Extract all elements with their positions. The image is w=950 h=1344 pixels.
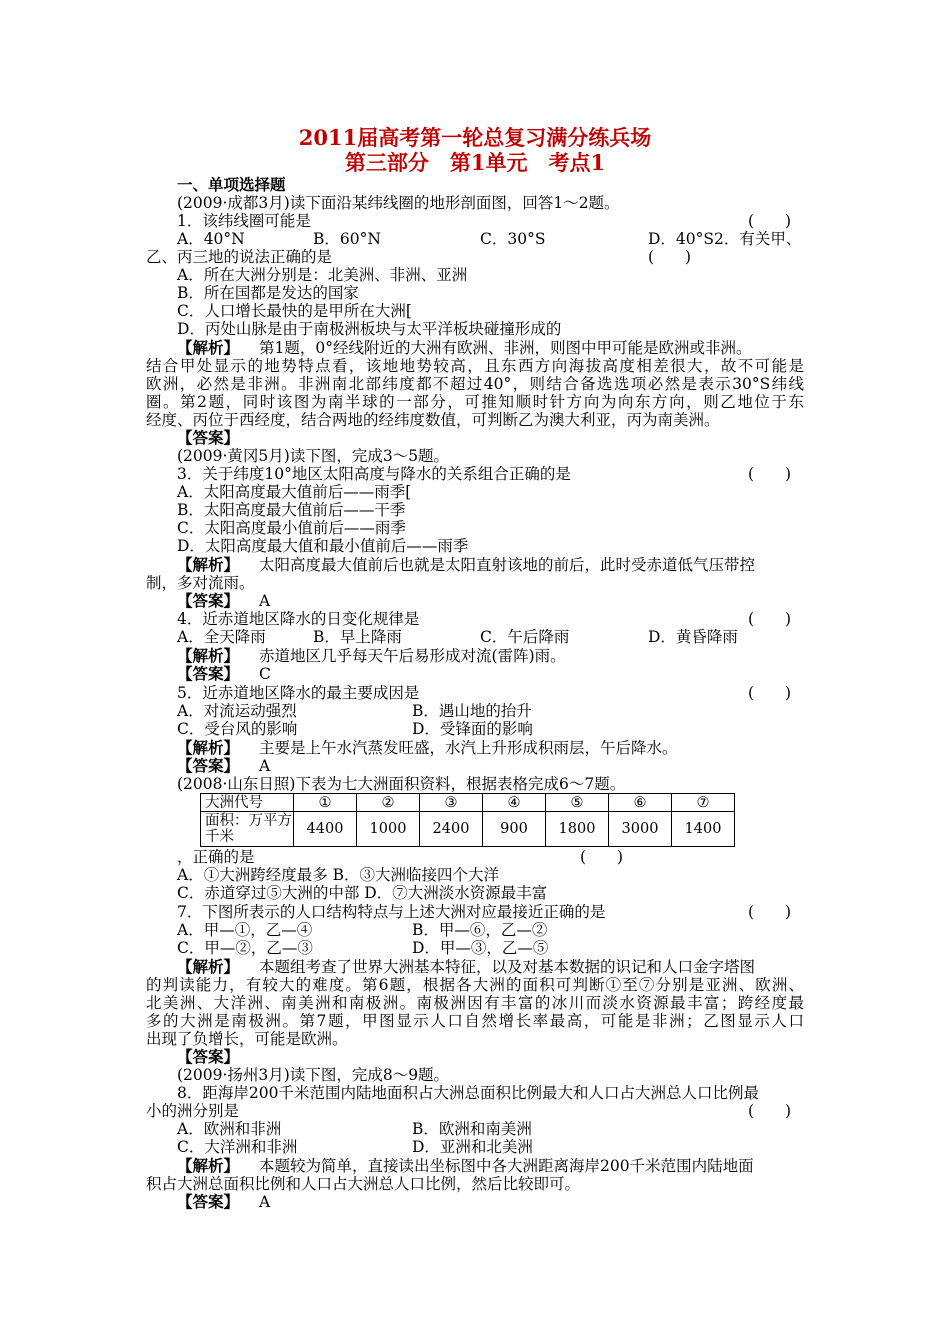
q6-paren: ( )	[580, 848, 624, 866]
table-code-cell: ①	[294, 794, 357, 812]
q3-option-b: B．太阳高度最大值前后——干季	[177, 501, 406, 519]
intro-q1-2: (2009·成都3月)读下面沿某纬线圈的地形剖面图，回答1～2题。	[177, 194, 620, 212]
table-area-cell: 1000	[357, 812, 420, 847]
q4-option-b: B．早上降雨	[313, 628, 402, 646]
title-line-2: 第三部分 第1单元 考点1	[344, 150, 606, 175]
analysis-label: 【解析】	[177, 338, 240, 357]
q4-option-c: C．午后降雨	[480, 628, 570, 646]
answer-5: 【答案】 A	[177, 756, 271, 775]
analysis-6-line-5: 出现了负增长，可能是欧洲。	[146, 1030, 348, 1048]
q3-option-d: D．太阳高度最大值和最小值前后——雨季	[177, 537, 469, 555]
q1-option-d: D．40°S2．有关甲、	[648, 230, 802, 248]
q6-options-cd: C．赤道穿过⑤大洲的中部 D．⑦大洲淡水资源最丰富	[177, 884, 548, 902]
q4-paren: ( )	[748, 610, 792, 628]
q3-option-a: A．太阳高度最大值前后——雨季[	[177, 483, 412, 501]
q4-option-a: A．全天降雨	[177, 628, 266, 646]
table-area-cell: 4400	[294, 812, 357, 847]
q1-option-a: A．40°N	[177, 230, 245, 248]
analysis-6-line-1: 【解析】 本题组考查了世界大洲基本特征，以及对基本数据的识记和人口金字塔图	[177, 957, 756, 976]
table-code-cell: ③	[420, 794, 483, 812]
q1-option-c: C．30°S	[480, 230, 546, 248]
q2-option-a: A．所在大洲分别是：北美洲、非洲、亚洲	[177, 266, 468, 284]
continent-area-table	[200, 793, 735, 847]
table-area-cell: 900	[483, 812, 546, 847]
answer-4: 【答案】 C	[177, 664, 271, 683]
q1-stem: 1．该纬线圈可能是	[177, 212, 311, 230]
table-header-label: 大洲代号	[201, 794, 294, 812]
analysis-1-line-1: 【解析】 第1题，0°经线附近的大洲有欧洲、非洲，则图中甲可能是欧洲或非洲。	[177, 338, 752, 357]
analysis-6-line-2: 的判读能力，有较大的难度。第6题，根据各大洲的面积可判断①至⑦分别是亚洲、欧洲、	[146, 976, 804, 994]
analysis-4: 【解析】 赤道地区几乎每天午后易形成对流(雷阵)雨。	[177, 646, 566, 665]
table-code-cell: ⑥	[609, 794, 672, 812]
q4-option-d: D．黄昏降雨	[648, 628, 738, 646]
q8-stem-line-1: 8．距海岸200千米范围内陆地面积占大洲总面积比例最大和人口占大洲总人口比例最	[177, 1084, 759, 1102]
analysis-1-line-4: 圈。第2题，同时该图为南半球的一部分，可推知顺时针方向为向东方向，则乙地位于东	[146, 393, 804, 411]
analysis-1-line-2: 结合甲处显示的地势特点看，该地地势较高，且东西方向海拔高度相差很大，故不可能是	[146, 357, 804, 375]
section-heading: 一、单项选择题	[177, 175, 286, 194]
analysis-5: 【解析】 主要是上午水汽蒸发旺盛，水汽上升形成积雨层，午后降水。	[177, 738, 678, 757]
q1-option-b: B．60°N	[313, 230, 381, 248]
analysis-6-line-3: 北美洲、大洋洲、南美洲和南极洲。南极洲因有丰富的冰川而淡水资源最丰富；跨经度最	[146, 994, 804, 1012]
q7-option-d: D．甲—③，乙—⑤	[412, 939, 549, 957]
q8-stem-line-2: 小的洲分别是	[146, 1102, 240, 1120]
q7-paren: ( )	[748, 903, 792, 921]
q5-option-b: B．遇山地的抬升	[412, 702, 532, 720]
analysis-8-line-1: 【解析】 本题较为简单，直接读出坐标图中各大洲距离海岸200千米范围内陆地面	[177, 1156, 754, 1175]
analysis-8-line-2: 积占大洲总面积比例和人口占大洲总人口比例，然后比较即可。	[146, 1175, 581, 1193]
q2-paren: ( )	[648, 248, 692, 266]
q7-option-c: C．甲—②，乙—③	[177, 939, 313, 957]
table-code-cell: ②	[357, 794, 420, 812]
q3-option-c: C．太阳高度最小值前后——雨季	[177, 519, 406, 537]
table-area-cell: 3000	[609, 812, 672, 847]
q3-stem: 3．关于纬度10°地区太阳高度与降水的关系组合正确的是	[177, 465, 571, 483]
q2-option-d: D．丙处山脉是由于南极洲板块与太平洋板块碰撞形成的	[177, 320, 562, 338]
q8-option-c: C．大洋洲和非洲	[177, 1138, 298, 1156]
intro-q6-7: (2008·山东日照)下表为七大洲面积资料，根据表格完成6～7题。	[177, 775, 626, 793]
q1-paren: ( )	[748, 212, 792, 230]
q2-option-c: C．人口增长最快的是甲所在大洲[	[177, 302, 412, 320]
analysis-1-line-3: 欧洲，必然是非洲。非洲南北部纬度都不超过40°，则结合备选选项必然是表示30°S纬线	[146, 375, 804, 393]
table-area-cell: 1400	[672, 812, 735, 847]
q7-option-b: B．甲—⑥，乙—②	[412, 921, 548, 939]
q5-stem: 5．近赤道地区降水的最主要成因是	[177, 684, 420, 702]
q8-option-d: D．亚洲和北美洲	[412, 1138, 533, 1156]
q6-options-ab: A．①大洲跨经度最多 B．③大洲临接四个大洋	[177, 866, 500, 884]
q5-option-d: D．受锋面的影响	[412, 720, 533, 738]
table-area-cell: 1800	[546, 812, 609, 847]
analysis-3-line-1: 【解析】 太阳高度最大值前后也就是太阳直射该地的前后，此时受赤道低气压带控	[177, 555, 756, 574]
title-line-1: 2011届高考第一轮总复习满分练兵场	[298, 125, 652, 150]
answer-6-label: 【答案】	[177, 1047, 240, 1066]
q8-paren: ( )	[748, 1102, 792, 1120]
table-code-cell: ④	[483, 794, 546, 812]
q5-paren: ( )	[748, 684, 792, 702]
table-code-cell: ⑤	[546, 794, 609, 812]
q8-option-b: B．欧洲和南美洲	[412, 1120, 532, 1138]
q6-stem: ，正确的是	[177, 848, 255, 866]
intro-q8-9: (2009·扬州3月)读下图，完成8～9题。	[177, 1066, 450, 1084]
analysis-1-line-5: 经度、丙位于西经度，结合两地的经纬度数值，可判断乙为澳大利亚，丙为南美洲。	[146, 411, 720, 429]
answer-1-label: 【答案】	[177, 428, 240, 447]
q2-stem: 乙、丙三地的说法正确的是	[146, 248, 333, 266]
q4-stem: 4．近赤道地区降水的日变化规律是	[177, 610, 420, 628]
answer-3: 【答案】 A	[177, 591, 271, 610]
analysis-6-line-4: 多的大洲是南极洲。第7题，甲图显示人口自然增长率最高，可能是非洲；乙图显示人口	[146, 1012, 804, 1030]
q8-option-a: A．欧洲和非洲	[177, 1120, 282, 1138]
answer-8: 【答案】 A	[177, 1192, 271, 1211]
intro-q3-5: (2009·黄冈5月)读下图，完成3～5题。	[177, 447, 450, 465]
q7-option-a: A．甲—①，乙—④	[177, 921, 313, 939]
table-row-label: 面积：万平方千米	[201, 812, 294, 847]
table-area-row	[201, 812, 735, 847]
q5-option-c: C．受台风的影响	[177, 720, 298, 738]
q2-option-b: B．所在国都是发达的国家	[177, 284, 359, 302]
table-code-cell: ⑦	[672, 794, 735, 812]
q3-paren: ( )	[748, 465, 792, 483]
table-area-cell: 2400	[420, 812, 483, 847]
table-header-row	[201, 794, 735, 812]
analysis-3-line-2: 制，多对流雨。	[146, 574, 255, 592]
q7-stem: 7．下图所表示的人口结构特点与上述大洲对应最接近正确的是	[177, 903, 606, 921]
q5-option-a: A．对流运动强烈	[177, 702, 297, 720]
